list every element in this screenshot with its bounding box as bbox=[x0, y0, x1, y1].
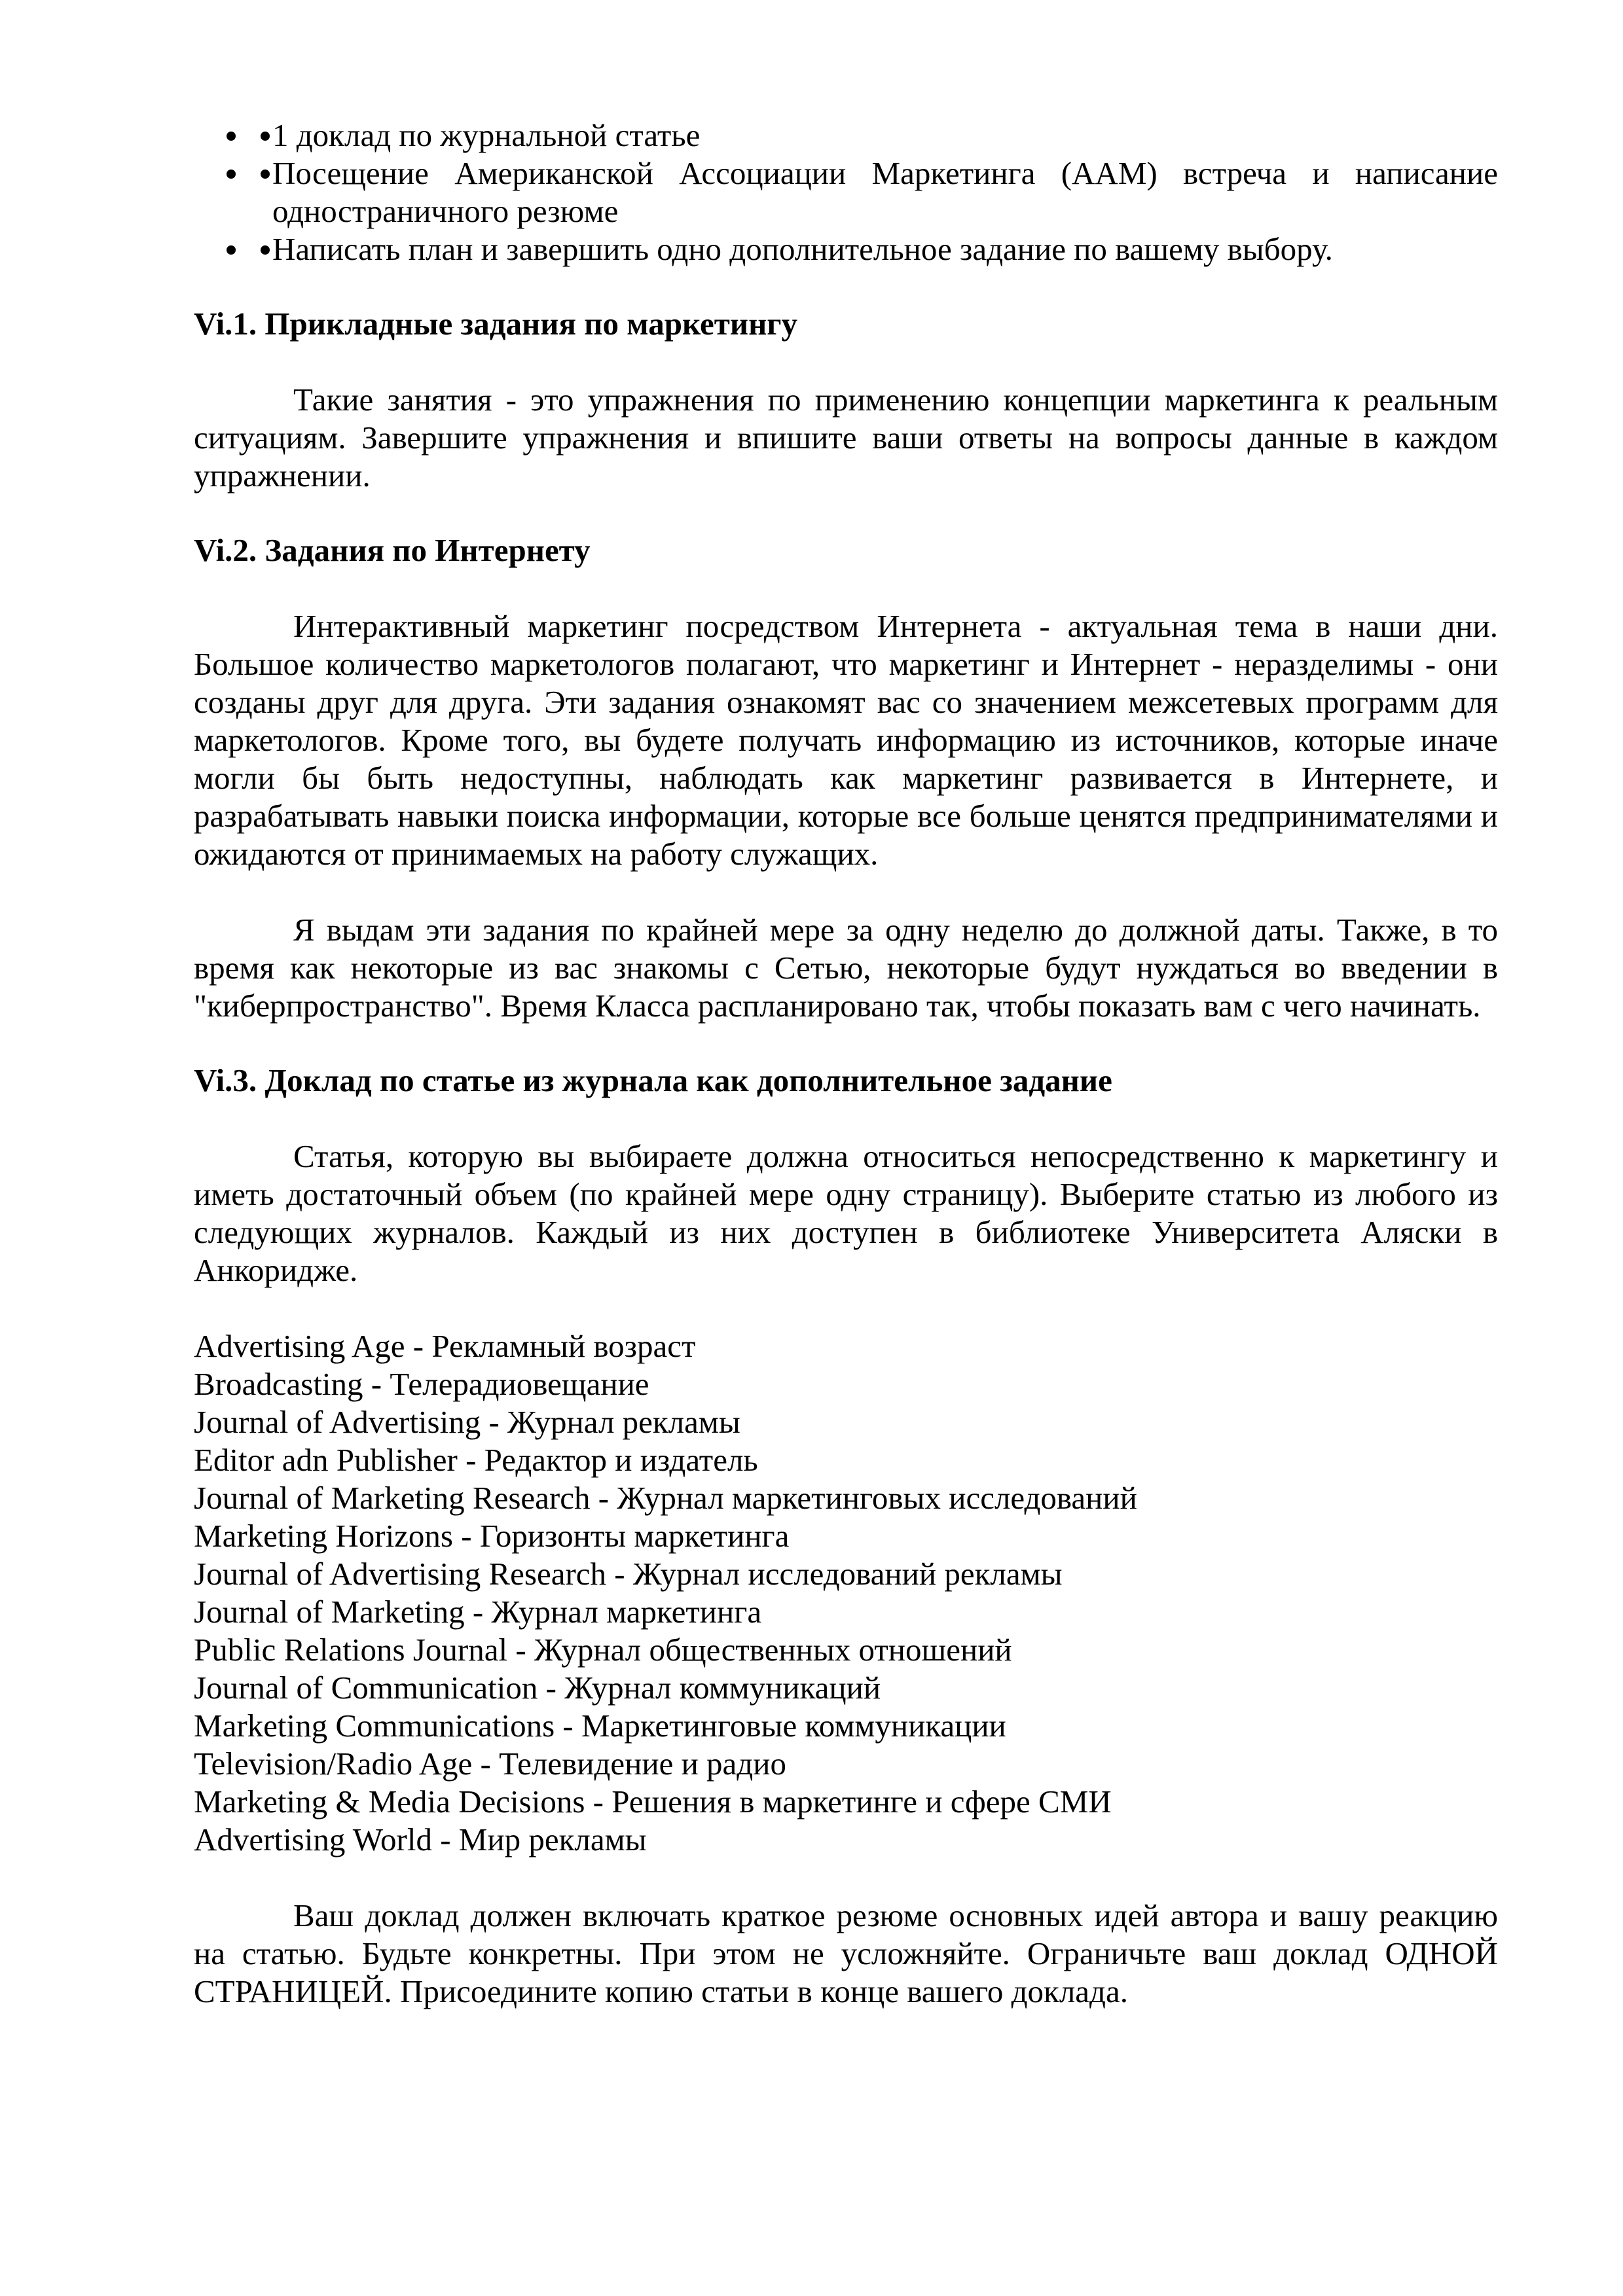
bullet-dot-icon bbox=[261, 245, 270, 255]
section-heading-journal-report: Vi.3. Доклад по статье из журнала как дополнительное задание bbox=[194, 1062, 1112, 1098]
bullet-item-3 bbox=[194, 230, 1498, 268]
bullet-text: 1 доклад по журнальной статье bbox=[272, 117, 701, 153]
paragraph-internet-marketing: Интерактивный маркетинг посредством Интернета - актуальная тема в наши дни. Большое количество маркетологов полагают, что маркетинг и Интернет - неразделимы - они созданы друг для друга. Эти задания ознакомят вас со значением межсетевых программ для маркетологов. Кроме того, вы будете получать информацию из источников, которые иначе могли бы быть недоступны, наблюдать как маркетинг развивается в Интернете, и разрабатывать навыки поиска информации, которые все больше ценятся предпринимателями и ожидаются от принимаемых на работу служащих. bbox=[194, 608, 1498, 872]
section-heading-applied-assignments: Vi.1. Прикладные задания по маркетингу bbox=[194, 306, 798, 342]
bullet-item-2 bbox=[194, 154, 1498, 230]
bullet-marker bbox=[227, 230, 295, 268]
journal-list-item: Journal of Advertising Research - Журнал исследований рекламы bbox=[194, 1556, 1063, 1592]
journal-list-item: Marketing & Media Decisions - Решения в маркетинге и сфере СМИ bbox=[194, 1784, 1112, 1820]
assignment-bullet-list bbox=[194, 117, 1498, 268]
journal-list-item: Marketing Communications - Маркетинговые коммуникации bbox=[194, 1708, 1006, 1744]
bullet-dot-icon bbox=[227, 132, 236, 141]
bullet-dot-icon bbox=[261, 132, 270, 141]
journal-list-item: Advertising Age - Рекламный возраст bbox=[194, 1328, 696, 1364]
section-heading-internet-assignments: Vi.2. Задания по Интернету bbox=[194, 532, 591, 568]
journal-list-item: Editor adn Publisher - Редактор и издатель bbox=[194, 1442, 758, 1478]
paragraph-report-requirements: Ваш доклад должен включать краткое резюме основных идей автора и вашу реакцию на статью. Будьте конкретны. При этом не усложняйте. Ограничьте ваш доклад ОДНОЙ СТРАНИЦЕЙ. Присоедините копию статьи в конце вашего доклада. bbox=[194, 1897, 1498, 2009]
journal-list bbox=[194, 1327, 1498, 1859]
paragraph-assignment-schedule: Я выдам эти задания по крайней мере за одну неделю до должной даты. Также, в то время как некоторые из вас знакомы с Сетью, некоторые будут нуждаться во введении в "киберпространство". Время Класса распланировано так, чтобы показать вам с чего начинать. bbox=[194, 912, 1498, 1024]
bullet-text: Посещение Американской Ассоциации Маркетинга (ААМ) встреча и написание одностраничного резюме bbox=[272, 155, 1498, 229]
journal-list-item: Television/Radio Age - Телевидение и радио bbox=[194, 1746, 786, 1782]
bullet-item-1 bbox=[194, 117, 1498, 154]
journal-list-item: Marketing Horizons - Горизонты маркетинга bbox=[194, 1518, 790, 1554]
paragraph-article-selection: Статья, которую вы выбираете должна относиться непосредственно к маркетингу и иметь достаточный объем (по крайней мере одну страницу). Выберите статью из любого из следующих журналов. Каждый из них доступен в библиотеке Университета Аляски в Анкоридже. bbox=[194, 1138, 1498, 1288]
journal-list-item: Journal of Advertising - Журнал рекламы bbox=[194, 1404, 740, 1440]
bullet-dot-icon bbox=[261, 170, 270, 179]
bullet-marker bbox=[227, 154, 295, 192]
document-page bbox=[194, 117, 1498, 2011]
paragraph-applied-assignments: Такие занятия - это упражнения по применению концепции маркетинга к реальным ситуациям. Завершите упражнения и впишите ваши ответы на вопросы данные в каждом упражнении. bbox=[194, 382, 1498, 493]
journal-list-item: Public Relations Journal - Журнал общественных отношений bbox=[194, 1632, 1012, 1668]
bullet-marker bbox=[227, 117, 295, 154]
bullet-dot-icon bbox=[227, 170, 236, 179]
journal-list-item: Journal of Marketing Research - Журнал маркетинговых исследований bbox=[194, 1480, 1137, 1516]
journal-list-item: Journal of Communication - Журнал коммуникаций bbox=[194, 1670, 881, 1706]
journal-list-item: Journal of Marketing - Журнал маркетинга bbox=[194, 1594, 762, 1630]
bullet-text: Написать план и завершить одно дополнительное задание по вашему выбору. bbox=[272, 231, 1333, 267]
journal-list-item: Broadcasting - Телерадиовещание bbox=[194, 1366, 649, 1402]
journal-list-item: Advertising World - Мир рекламы bbox=[194, 1821, 647, 1857]
bullet-dot-icon bbox=[227, 245, 236, 255]
